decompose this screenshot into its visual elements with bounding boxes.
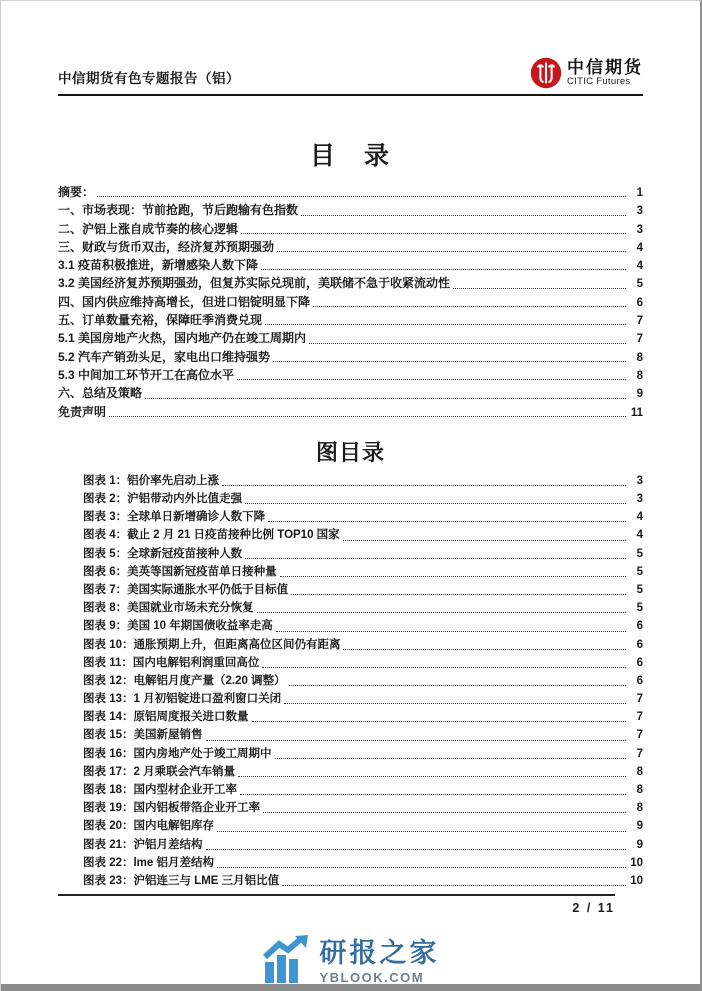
toc-entry[interactable] — [83, 817, 643, 835]
toc-entry[interactable] — [58, 274, 643, 292]
toc-entry-page: 4 — [636, 260, 643, 273]
toc-entry-page: 7 — [636, 711, 643, 724]
toc-entry[interactable] — [83, 508, 643, 526]
toc-entry[interactable] — [83, 617, 643, 635]
toc-entry-page: 8 — [636, 351, 643, 364]
toc-entry[interactable] — [58, 256, 643, 274]
toc-entry-page: 9 — [636, 838, 643, 851]
toc-leader-dots — [263, 812, 626, 813]
toc-leader-dots — [289, 685, 626, 686]
toc-entry-label: 图表 2：沪铝带动内外比值走强 — [83, 493, 243, 506]
toc-entry[interactable] — [58, 293, 643, 311]
toc-entry[interactable] — [83, 799, 643, 817]
toc-leader-dots — [453, 288, 626, 289]
report-title: 中信期货有色专题报告（铝） — [58, 71, 240, 86]
toc-entry[interactable] — [58, 366, 643, 384]
toc-entry-page: 5 — [636, 602, 643, 615]
toc-entry-label: 一、市场表现：节前抢跑，节后跑输有色指数 — [58, 203, 299, 218]
toc-entry[interactable] — [83, 690, 643, 708]
toc-entry[interactable] — [58, 238, 643, 256]
toc-leader-dots — [282, 885, 626, 886]
toc-leader-dots — [280, 576, 626, 577]
toc-entry-page: 8 — [636, 765, 643, 778]
toc-entry-label: 图表 14：原铝周度报关进口数量 — [83, 711, 249, 724]
toc-entry-label: 图表 20：国内电解铝库存 — [83, 820, 214, 833]
toc-entry[interactable] — [83, 563, 643, 581]
toc-leader-dots — [261, 269, 626, 270]
toc-entry-page: 6 — [636, 674, 643, 687]
toc-entry-page: 9 — [636, 820, 643, 833]
toc-leader-dots — [301, 215, 626, 216]
toc-leader-dots — [343, 649, 626, 650]
toc-entry-label: 图表 7：美国实际通胀水平仍低于目标值 — [83, 583, 289, 596]
toc-entry[interactable] — [83, 472, 643, 490]
doc-header — [58, 1, 643, 96]
toc-entry-label: 图表 3：全球单日新增确诊人数下降 — [83, 511, 266, 524]
toc-leader-dots — [265, 324, 626, 325]
toc-entry-page: 6 — [636, 656, 643, 669]
toc-entry-page: 7 — [636, 333, 643, 346]
toc-entry[interactable] — [58, 183, 643, 201]
toc-entry-page: 3 — [636, 205, 643, 218]
toc-entry-label: 图表 8：美国就业市场未充分恢复 — [83, 602, 254, 615]
watermark-site-url: YBLOOK.COM — [319, 969, 425, 985]
toc-leader-dots — [275, 758, 627, 759]
toc-entry-label: 图表 10：通胀预期上升，但距离高位区间仍有距离 — [83, 638, 341, 651]
toc-entry-page: 7 — [636, 747, 643, 760]
toc-entry[interactable] — [58, 201, 643, 219]
toc-entry-page: 1 — [636, 187, 643, 199]
toc-entry-page: 6 — [636, 296, 643, 309]
toc-entry-label: 图表 13：1 月初铝锭进口盈利窗口关闭 — [83, 693, 282, 706]
toc-entry[interactable] — [83, 781, 643, 799]
toc-leader-dots — [241, 233, 626, 234]
toc-entry-label: 五、订单数量充裕，保障旺季消费兑现 — [58, 313, 263, 328]
toc-entry-page: 4 — [636, 529, 643, 542]
page-footer — [58, 894, 615, 917]
toc-entry-page: 5 — [636, 278, 643, 291]
toc-entry-label: 二、沪铝上涨自成节奏的核心逻辑 — [58, 221, 239, 236]
citic-logo-cn: 中信期货 — [567, 57, 643, 77]
toc-leader-dots — [257, 612, 626, 613]
toc-entry-label: 图表 11：国内电解铝利润重回高位 — [83, 656, 260, 669]
toc-entry-label: 图表 4：截止 2 月 21 日疫苗接种比例 TOP10 国家 — [83, 529, 340, 542]
toc-entry-page: 6 — [636, 638, 643, 651]
toc-entry-label: 图表 21：沪铝月差结构 — [83, 838, 203, 851]
toc-leader-dots — [262, 667, 626, 668]
toc-entry-label: 3.1 疫苗积极推进，新增感染人数下降 — [58, 258, 259, 273]
toc-entry-page: 5 — [636, 565, 643, 578]
toc-entry[interactable] — [83, 636, 643, 654]
toc-entry-label: 5.1 美国房地产火热，国内地产仍在竣工周期内 — [58, 331, 307, 346]
toc-entry-label: 图表 17：2 月乘联会汽车销量 — [83, 765, 236, 778]
toc-entry[interactable] — [83, 654, 643, 672]
toc-entry[interactable] — [83, 599, 643, 617]
toc-entry[interactable] — [83, 581, 643, 599]
toc-leader-dots — [97, 196, 626, 197]
toc-leader-dots — [313, 306, 626, 307]
toc-leader-dots — [277, 251, 626, 252]
toc-entry-page: 3 — [636, 474, 643, 487]
citic-emblem-icon — [530, 57, 562, 89]
toc-entry-label: 图表 23：沪铝连三与 LME 三月铝比值 — [83, 874, 280, 887]
toc-entry-page: 5 — [636, 583, 643, 596]
toc-leader-dots — [240, 794, 626, 795]
watermark — [262, 935, 440, 988]
figures-title: 图目录 — [315, 439, 385, 465]
toc-entry-page: 7 — [636, 729, 643, 742]
toc-leader-dots — [237, 379, 626, 380]
citic-logo-text — [567, 59, 643, 88]
toc-entry-page: 3 — [636, 223, 643, 236]
toc-entry[interactable] — [83, 854, 643, 872]
toc-entry-label: 5.3 中间加工环节开工在高位水平 — [58, 367, 235, 382]
toc-entry-label: 图表 5：全球新冠疫苗接种人数 — [83, 547, 243, 560]
toc-entry-label: 图表 18：国内型材企业开工率 — [83, 784, 237, 797]
toc-leader-dots — [245, 503, 626, 504]
toc-entry-page: 8 — [636, 369, 643, 382]
toc-entry[interactable] — [83, 726, 643, 744]
toc-entry-page: 7 — [636, 315, 643, 328]
toc-leader-dots — [284, 703, 626, 704]
toc-entry-label: 图表 12：电解铝月度产量（2.20 调整） — [83, 674, 286, 687]
toc-entry-page: 4 — [636, 241, 643, 254]
watermark-text — [319, 937, 440, 985]
toc-leader-dots — [291, 594, 626, 595]
toc-entry[interactable] — [58, 403, 643, 421]
toc-leader-dots — [309, 343, 626, 344]
toc-entry-page: 3 — [636, 493, 643, 506]
toc-entry-page: 4 — [636, 511, 643, 524]
bar-chart-arrow-icon — [262, 935, 312, 988]
toc-entry[interactable] — [83, 545, 643, 563]
toc-entry[interactable] — [83, 763, 643, 781]
toc-entry[interactable] — [83, 672, 643, 690]
toc-entry-label: 图表 16：国内房地产处于竣工周期中 — [83, 747, 272, 760]
toc-entry[interactable] — [58, 384, 643, 402]
toc-leader-dots — [217, 831, 626, 832]
toc-entry[interactable] — [83, 526, 643, 544]
toc-leader-dots — [252, 721, 627, 722]
toc-entry[interactable] — [58, 329, 643, 347]
toc-leader-dots — [273, 361, 626, 362]
toc-leader-dots — [222, 485, 626, 486]
toc-entry-page: 5 — [636, 547, 643, 560]
toc-entry-page: 10 — [630, 856, 643, 869]
toc-entry-label: 图表 1：铝价率先启动上涨 — [83, 474, 220, 487]
toc-entry[interactable] — [58, 311, 643, 329]
toc-entry[interactable] — [83, 872, 643, 890]
figure-list — [83, 472, 643, 890]
toc-leader-dots — [238, 776, 626, 777]
toc-entry-page: 8 — [636, 784, 643, 797]
toc-entry-label: 图表 9：美国 10 年期国债收益率走高 — [83, 620, 273, 633]
toc-leader-dots — [206, 740, 627, 741]
toc-leader-dots — [276, 631, 626, 632]
toc-leader-dots — [343, 540, 626, 541]
toc-entry-label: 图表 15：美国新屋销售 — [83, 729, 203, 742]
citic-logo — [530, 57, 643, 89]
toc-leader-dots — [245, 558, 626, 559]
toc-leader-dots — [206, 849, 627, 850]
toc-leader-dots — [268, 521, 626, 522]
toc-entry-page: 6 — [636, 620, 643, 633]
toc-list — [58, 183, 643, 421]
toc-entry-page: 11 — [630, 406, 643, 419]
toc-entry[interactable] — [83, 836, 643, 854]
citic-logo-en: CITIC Futures — [567, 76, 631, 88]
toc-entry-label: 三、财政与货币双击，经济复苏预期强劲 — [58, 239, 275, 254]
toc-entry[interactable] — [83, 490, 643, 508]
toc-entry-label: 六、总结及策略 — [58, 386, 143, 401]
toc-entry-page: 10 — [630, 874, 643, 887]
toc-entry-label: 3.2 美国经济复苏预期强劲，但复苏实际兑现前，美联储不急于收紧流动性 — [58, 276, 451, 291]
page-indicator: 2 / 11 — [572, 901, 615, 915]
toc-leader-dots — [217, 867, 626, 868]
toc-entry-label: 5.2 汽车产销劲头足，家电出口维持强势 — [58, 349, 271, 364]
watermark-site-name: 研报之家 — [319, 937, 440, 968]
toc-entry-label: 图表 22：lme 铝月差结构 — [83, 856, 214, 869]
toc-entry-page: 9 — [636, 388, 643, 401]
toc-entry-label: 四、国内供应维持高增长，但进口铝锭明显下降 — [58, 294, 311, 309]
toc-entry-label: 图表 19：国内铝板带箔企业开工率 — [83, 802, 260, 815]
toc-entry[interactable] — [58, 220, 643, 238]
toc-entry[interactable] — [83, 708, 643, 726]
toc-title: 目 录 — [309, 142, 391, 170]
toc-leader-dots — [109, 416, 626, 417]
toc-entry[interactable] — [58, 348, 643, 366]
toc-entry-label: 免责声明 — [58, 404, 107, 419]
toc-entry-label: 图表 6：美英等国新冠疫苗单日接种量 — [83, 565, 277, 578]
toc-entry[interactable] — [83, 745, 643, 763]
toc-entry-page: 8 — [636, 802, 643, 815]
toc-entry-page: 7 — [636, 693, 643, 706]
page-bottom-edge — [1, 984, 700, 991]
toc-entry-label: 摘要： — [58, 185, 95, 199]
toc-leader-dots — [145, 398, 626, 399]
